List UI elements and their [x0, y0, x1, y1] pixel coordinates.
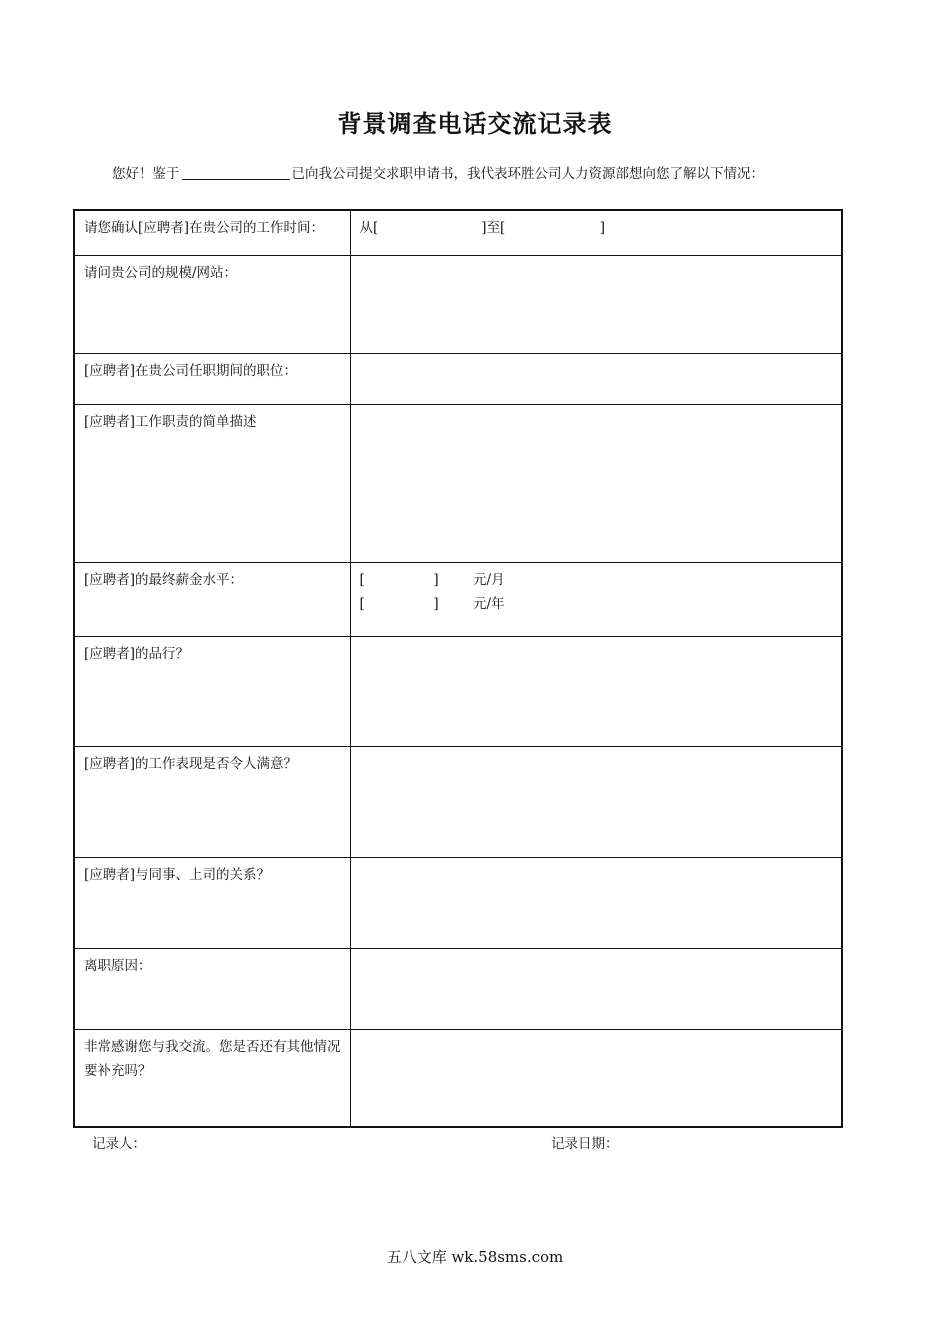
intro-text-after: 已向我公司提交求职申请书，我代表环胜公司人力资源部想向您了解以下情况： [291, 166, 764, 182]
reference-check-table [73, 209, 843, 1128]
answer-cell[interactable] [350, 1029, 842, 1127]
answer-cell[interactable] [350, 857, 842, 948]
table-row [74, 210, 842, 255]
monthly-salary-field[interactable]: [ ] 元/月 [359, 571, 505, 588]
answer-cell[interactable] [350, 255, 842, 353]
table-row [74, 562, 842, 636]
intro-text-before: 您好！鉴于 [112, 166, 180, 182]
table-row [74, 1029, 842, 1127]
answer-cell[interactable] [350, 404, 842, 562]
intro-paragraph [112, 162, 764, 182]
question-cell: 请您确认[应聘者]在贵公司的工作时间： [74, 210, 350, 255]
table-row [74, 746, 842, 857]
question-cell: [应聘者]工作职责的简单描述 [74, 404, 350, 562]
question-cell: 请问贵公司的规模/网站： [74, 255, 350, 353]
answer-cell[interactable] [350, 746, 842, 857]
answer-cell[interactable] [350, 948, 842, 1029]
table-row [74, 636, 842, 746]
question-cell: [应聘者]的工作表现是否令人满意？ [74, 746, 350, 857]
recorder-label: 记录人： [92, 1136, 146, 1152]
watermark-text: 五八文库 wk.58sms.com [386, 1248, 564, 1266]
question-cell: [应聘者]在贵公司任职期间的职位： [74, 353, 350, 404]
table-row [74, 404, 842, 562]
page-title: 背景调查电话交流记录表 [337, 109, 613, 138]
answer-cell[interactable] [350, 353, 842, 404]
question-cell: [应聘者]与同事、上司的关系？ [74, 857, 350, 948]
employment-period-field[interactable]: 从[ ]至[ ] [359, 220, 605, 236]
annual-salary-field[interactable]: [ ] 元/年 [359, 595, 505, 612]
question-cell: 离职原因： [74, 948, 350, 1029]
table-row [74, 255, 842, 353]
table-row [74, 353, 842, 404]
question-cell: [应聘者]的品行？ [74, 636, 350, 746]
table-row [74, 948, 842, 1029]
question-cell: 非常感谢您与我交流。您是否还有其他情况要补充吗？ [74, 1029, 350, 1127]
question-cell: [应聘者]的最终薪金水平： [74, 562, 350, 636]
answer-cell[interactable] [350, 636, 842, 746]
record-date-label: 记录日期： [551, 1136, 619, 1152]
candidate-name-blank[interactable] [182, 165, 290, 180]
table-row [74, 857, 842, 948]
answer-cell[interactable] [350, 210, 842, 255]
answer-cell[interactable] [350, 562, 842, 636]
